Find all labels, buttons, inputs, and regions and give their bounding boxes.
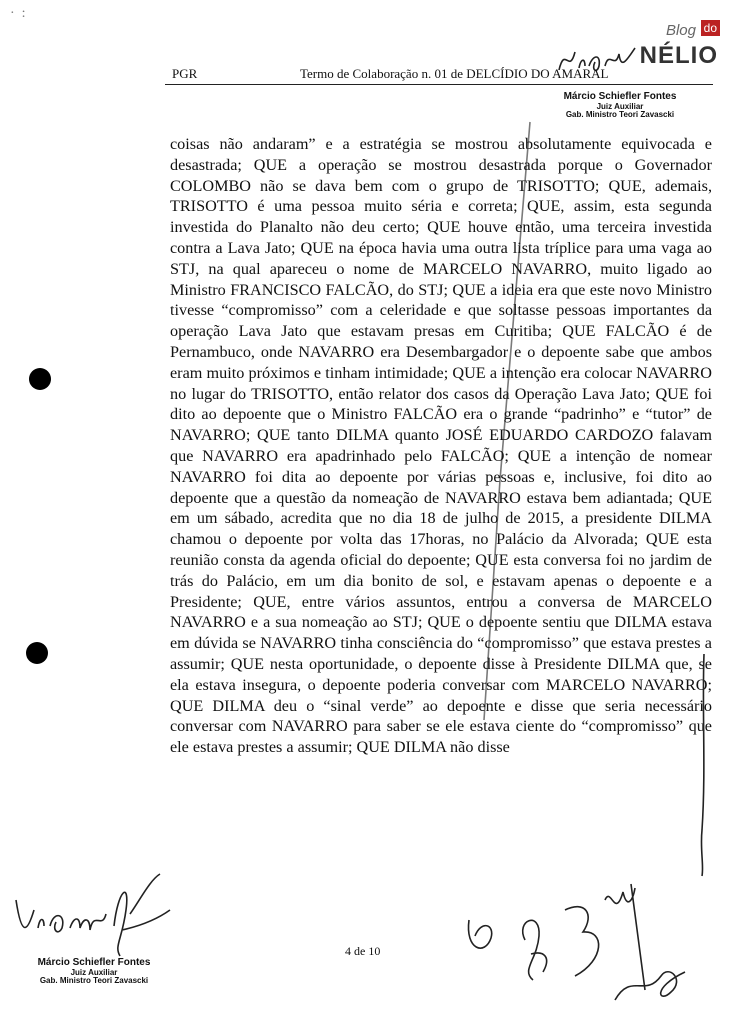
handwritten-via-original-bottom: [10, 870, 180, 960]
stamp-office: Gab. Ministro Teori Zavascki: [565, 109, 675, 119]
stamp-bottom: [14, 958, 174, 985]
margin-initials-line: [470, 120, 540, 900]
blog-word: Blog: [665, 22, 696, 39]
margin-marks: · :: [10, 6, 26, 21]
margin-vertical-line: [690, 650, 720, 880]
stamp-role: Juiz Auxiliar: [70, 967, 118, 977]
stamp-role: Juiz Auxiliar: [596, 101, 644, 111]
stamp-name: Márcio Schiefler Fontes: [563, 91, 677, 102]
stamp-top: [525, 92, 715, 119]
blog-name: NÉLIO: [639, 42, 718, 69]
blog-do: do: [701, 20, 720, 36]
page-number: 4 de 10: [345, 944, 381, 958]
punch-hole: [29, 368, 51, 390]
signatures-bottom-right: [455, 880, 695, 1020]
stamp-office: Gab. Ministro Teori Zavascki: [39, 975, 149, 985]
stamp-name: Márcio Schiefler Fontes: [37, 957, 151, 968]
punch-hole: [26, 642, 48, 664]
document-body: [170, 134, 712, 758]
header-org: PGR: [172, 66, 198, 81]
header-title: Termo de Colaboração n. 01 de DELCÍDIO DO AMARAL: [300, 66, 609, 81]
body-paragraph: coisas não andaram” e a estratégia se mostrou absolutamente equivocada e desastrada; QUE a operação se mostrou desastrada porque o Governador COLOMBO não se dava bem com o grupo de TRISOTTO; QUE, ademais, TRISOTTO é uma pessoa muito séria e correta; QUE, assim, esta segunda investida do Planalto não deu certo; QUE houve então, uma terceira investida contra a Lava Jato; QUE na época havia uma outra lista tríplice para uma vaga ao STJ, na qual apareceu o nome de MARCELO NAVARRO, muito ligado ao Ministro FRANCISCO FALCÃO, do STJ; QUE a ideia era que este novo Ministro tivesse “compromisso” com a celeridade e que soltasse pessoas importantes da operação Lava Jato que estavam presas em Curitiba; QUE FALCÃO é de Pernambuco, onde NAVARRO era Desembargador e o depoente sabe que ambos eram muito próximos e tinham intimidade; QUE a intenção era colocar NAVARRO no lugar do TRISOTTO, então relator dos casos da Operação Lava Jato; QUE foi dito ao depoente que o Ministro FALCÃO era o grande “padrinho” e “tutor” de NAVARRO; QUE tanto DILMA quanto JOSÉ EDUARDO CARDOZO falavam que NAVARRO era apadrinhado pelo FALCÃO; QUE a intenção de nomear NAVARRO foi dita ao depoente por várias pessoas e, inclusive, foi dito ao depoente que a questão da nomeação de NAVARRO estava bem adiantada; QUE em um sábado, acredita que no dia 18 de julho de 2015, a presidente DILMA chamou o depoente por volta das 17horas, no Palácio da Alvorada; QUE esta reunião consta da agenda oficial do depoente; QUE esta conversa foi no jardim de trás do Palácio, em um dia bonito de sol, e estavam apenas o depoente e a Presidente; QUE, entre vários assuntos, entrou a conversa de MARCELO NAVARRO e a sua nomeação ao STJ; QUE o depoente sentiu que DILMA estava em dúvida se NAVARRO tinha consciência do “compromisso” que estava prestes a assumir; QUE nesta oportunidade, o depoente disse à Presidente DILMA que, se ela estava insegura, o depoente poderia conversar com MARCELO NAVARRO; QUE DILMA deu o “sinal verde” ao depoente e disse que seria necessário conversar com NAVARRO para saber se ele estava ciente do “compromisso” que ele estava prestes a assumir; QUE DILMA não disse: [170, 135, 712, 757]
header-divider: [165, 84, 713, 85]
blog-logo: [640, 18, 720, 74]
